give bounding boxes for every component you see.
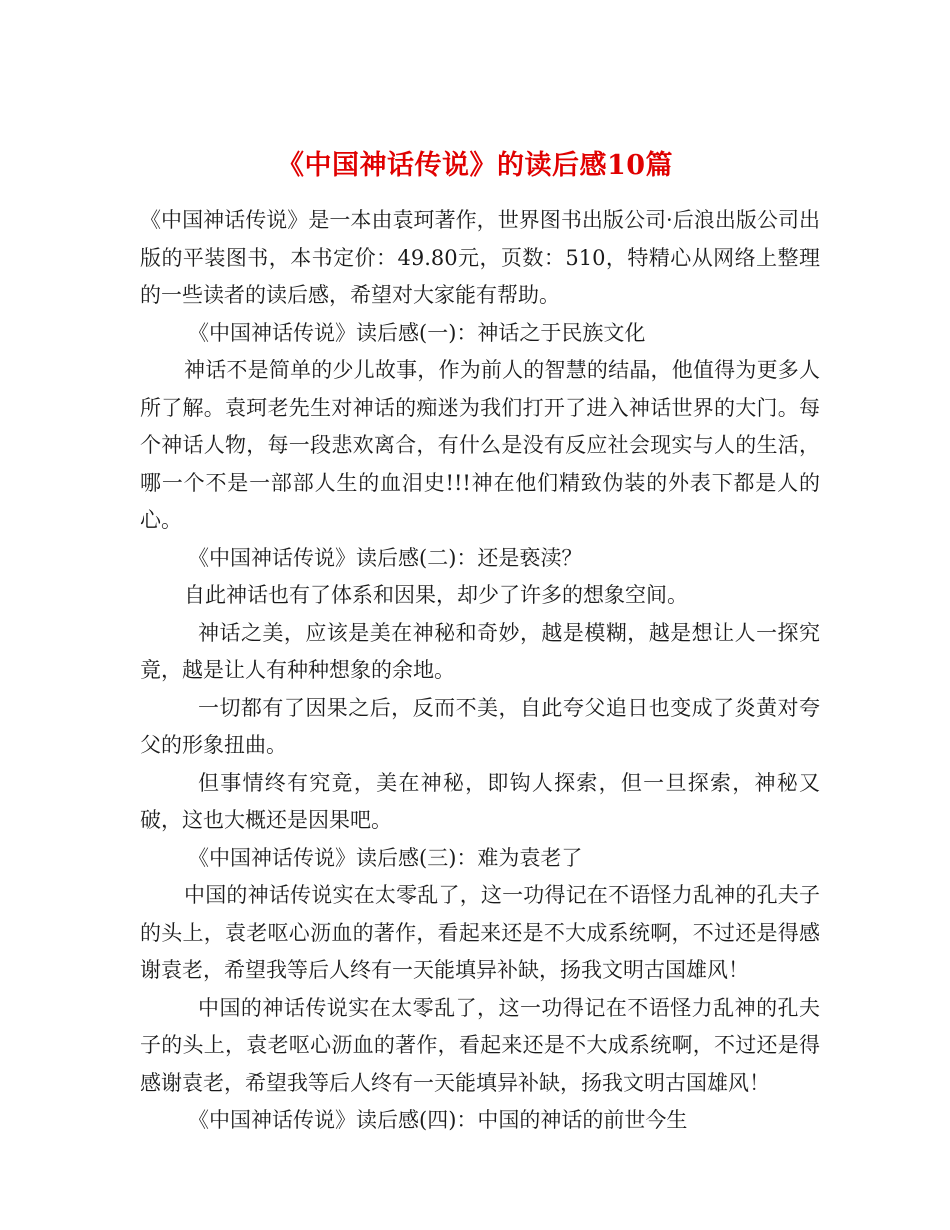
section-heading-1: 《中国神话传说》读后感(一)：神话之于民族文化 xyxy=(188,320,646,345)
section-3-paragraph-2: 中国的神话传说实在太零乱了，这一功得记在不语怪力乱神的孔夫子的头上，袁老呕心沥血的著作，看起来还是不大成系统啊，不过还是得感谢袁老，希望我等后人终有一天能填异补缺，扬我文明古国雄风！ xyxy=(140,995,820,1095)
section-2-paragraph-3: 一切都有了因果之后，反而不美，自此夸父追日也变成了炎黄对夸父的形象扭曲。 xyxy=(140,695,820,757)
section-1-paragraph-1: 神话不是简单的少儿故事，作为前人的智慧的结晶，他值得为更多人所了解。袁珂老先生对神话的痴迷为我们打开了进入神话世界的大门。每个神话人物，每一段悲欢离合，有什么是没有反应社会现实与人的生活，哪一个不是一部部人生的血泪史!!!神在他们精致伪装的外表下都是人的心。 xyxy=(140,358,820,532)
document-title: 《中国神话传说》的读后感10篇 xyxy=(276,150,674,182)
section-3-paragraph-1: 中国的神话传说实在太零乱了，这一功得记在不语怪力乱神的孔夫子的头上，袁老呕心沥血的著作，看起来还是不大成系统啊，不过还是得感谢袁老，希望我等后人终有一天能填异补缺，扬我文明古国雄风！ xyxy=(140,883,820,982)
section-2-paragraph-4: 但事情终有究竟，美在神秘，即钩人探索，但一旦探索，神秘又破，这也大概还是因果吧。 xyxy=(140,770,820,832)
section-heading-4: 《中国神话传说》读后感(四)：中国的神话的前世今生 xyxy=(188,1108,688,1132)
intro-paragraph: 《中国神话传说》是一本由袁珂著作，世界图书出版公司·后浪出版公司出版的平装图书，本书定价：49.80元，页数：510，特精心从网络上整理的一些读者的读后感，希望对大家能有帮助。 xyxy=(140,208,820,307)
section-heading-3: 《中国神话传说》读后感(三)：难为袁老了 xyxy=(188,845,583,870)
document-body xyxy=(140,202,820,1140)
section-heading-2: 《中国神话传说》读后感(二)：还是亵渎？ xyxy=(188,545,583,570)
section-2-paragraph-2: 神话之美，应该是美在神秘和奇妙，越是模糊，越是想让人一探究竟，越是让人有种种想象的余地。 xyxy=(140,620,820,682)
section-2-paragraph-1: 自此神话也有了体系和因果，却少了许多的想象空间。 xyxy=(184,583,688,607)
